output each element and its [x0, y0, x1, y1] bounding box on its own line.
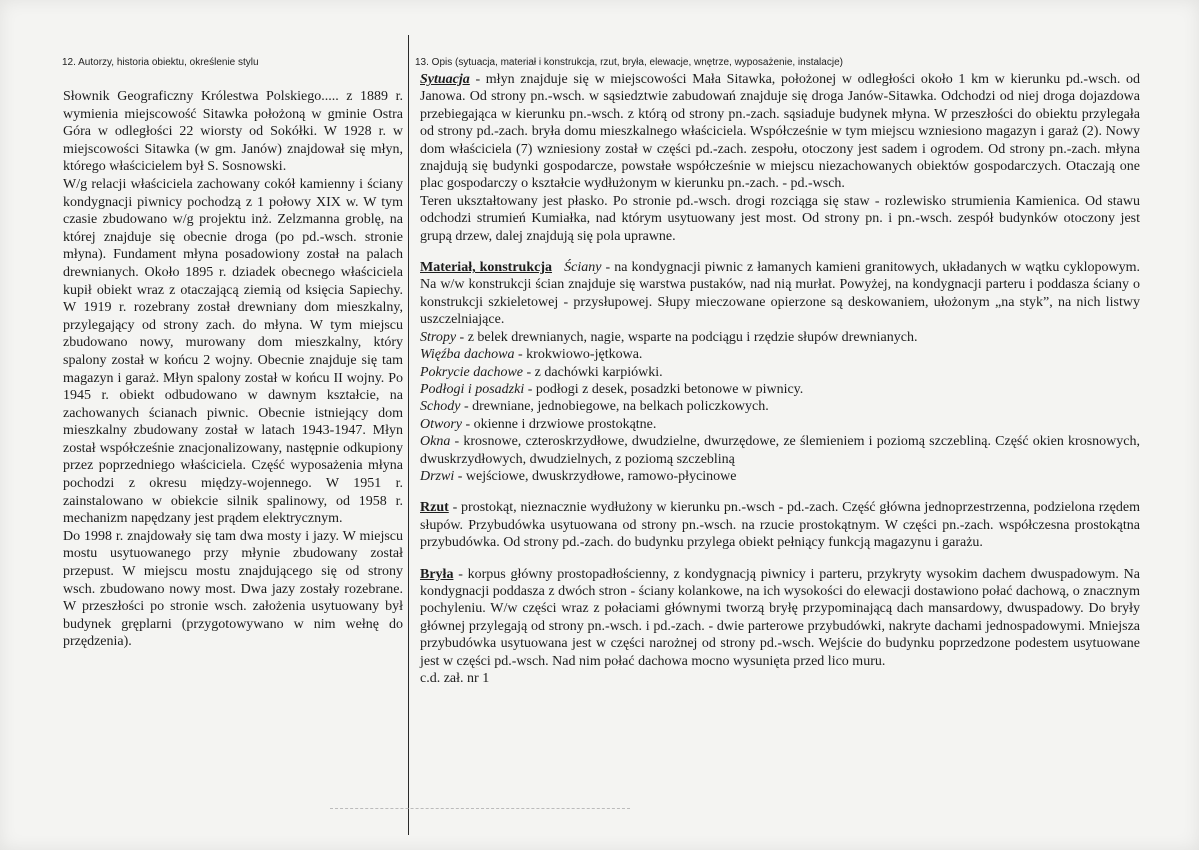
material-term: Drzwi — [420, 468, 455, 484]
sytuacja-text: - młyn znajduje się w miejscowości Mała Sitawka, położonej w odległości około 1 km w kierunku pd.-wsch. od Janowa. Od strony pn.-wsch. w sąsiedztwie zabudowań znajduje się droga Janów-Sitawka. Odchodzi od niej droga dojazdowa przebiegająca w kierunku pn.-wsch. z którą od strony pn.-zach. sąsiaduje budynek młyna. W przeszłości do obiektu przylegała od strony pd.-zach. bryła domu mieszkalnego właściciela. Współcześnie w tym miejscu wzniesiono magazyn i garaż (2). Nowy dom właściciela (7) wzniesiony został w części pd.-zach. zespołu, otoczony jest sadem i ogrodem. Od strony pn.-zach. młyna znajdują się budynki gospodarcze, powstałe współcześnie w miejscu niezachowanych obiektów gospodarczych. Otaczają one plac gospodarczy o kształcie wydłużonym w kierunku pn.-zach. - pd.-wsch. — [420, 72, 1140, 192]
sytuacja-extra: Teren ukształtowany jest płasko. Po stronie pd.-wsch. drogi rozciąga się staw - rozlewisko strumienia Kamienica. Od stawu odchodzi strumień Kumiałka, nad którym usytuowany jest most. Od strony pn. i pn.-wsch. zespół budynków otoczony jest grupą drzew, dalej znajdują się pola uprawne. — [420, 193, 1140, 244]
term-sciany: Ściany — [564, 260, 602, 276]
rzut-text: - prostokąt, nieznacznie wydłużony w kierunku pn.-wsch - pd.-zach. Część główna jednoprzestrzenna, podzielona rzędem słupów. Przybudówka usytuowana od strony pn.-wsch. na rzucie prostokątnym. W części pn.-zach. współczesna prostokątna przybudówka. Od strony pd.-zach. do budynku przylega obiekt pełniący funkcją magazynu i garażu. — [420, 500, 1140, 551]
material-text: - drewniane, jednobiegowe, na belkach policzkowych. — [460, 399, 769, 415]
material-text: - wejściowe, dwuskrzydłowe, ramowo-płycinowe — [454, 468, 737, 484]
material-text: - podłogi z desek, posadzki betonowe w piwnicy. — [524, 381, 804, 397]
material-term: Pokrycie dachowe — [420, 364, 524, 380]
section-title-sytuacja: Sytuacja — [420, 72, 470, 87]
material-item — [420, 398, 1140, 415]
material-item — [420, 416, 1140, 433]
material-term: Więźba dachowa — [420, 347, 515, 363]
description-column — [420, 71, 1140, 687]
scan-artifact-line — [330, 808, 630, 810]
material-term: Podłogi i posadzki — [420, 381, 525, 397]
section-material — [420, 259, 1140, 485]
material-term: Okna — [420, 434, 451, 450]
material-item — [420, 433, 1140, 468]
history-paragraph: Słownik Geograficzny Królestwa Polskiego..... z 1889 r. wymienia miejscowość Sitawka położoną w gminie Ostra Góra w odległości 22 wiorsty od Sokółki. W 1928 r. w miejscowości Sitawka (w gm. Janów) znajdował się młyn, którego właścicielem był S. Sosnowski. — [63, 89, 403, 175]
material-text: - krosnowe, czteroskrzydłowe, dwudzielne, dwurzędowe, ze ślemieniem i poziomą szczebliną. Część okien krosnowych, dwuskrzydłowych, dwudzielnych, z poziomą szczebliną — [420, 434, 1140, 467]
material-item — [420, 381, 1140, 398]
material-text: - krokwiowo-jętkowa. — [514, 347, 643, 363]
bryla-text: - korpus główny prostopadłościenny, z kondygnacją piwnicy i parteru, przykryty wysokim dachem dwuspadowym. Na kondygnacji poddasza z dwóch stron - ściany kolankowe, na ich wysokości do elewacji dostawiono połać dachową, o znacznym pochyleniu. W/w części wraz z połaciami głównymi tworzą bryłę przypominającą dach mansardowy, dwuspadowy. Do bryły głównej przylegają od strony pn.-wsch. i pd.-zach. - dwie parterowe przybudówki, nakryte dachami jednospadowymi. Mniejsza przybudówka usytuowana jest w części narożnej od strony pd.-wsch. Wejście do budynku poprzedzone podestem usytuowane jest w części pd.-wsch. Nad nim połać dachowa mocno wysunięta przed lico muru. — [420, 566, 1140, 669]
section-title-rzut: Rzut — [420, 500, 449, 516]
section-title-bryla: Bryła — [420, 566, 454, 582]
section-rzut — [420, 499, 1140, 551]
column-divider — [408, 35, 409, 835]
history-paragraph: W/g relacji właściciela zachowany cokół kamienny i ściany kondygnacji piwnicy pochodzą z 1 połowy XIX w. W tym czasie zbudowano w/g projektu inż. Zelzmanna groblę, na której znajduje się obecnie droga (po pd.-wsch. stronie młyna). Fundament młyna posadowiony został na palach drewnianych. Około 1895 r. dziadek obecnego właściciela kupił obiekt wraz z otaczającą ziemią od księcia Sapiechy. W 1919 r. rozebrany został drewniany dom mieszkalny, przylegający od strony zach. do młyna. W tym miejscu zbudowano nowy, murowany dom mieszkalny, który spalony został w końcu 2 wojny. Obecnie znajduje się tam magazyn i garaż. Młyn spalony został w końcu II wojny. Po 1945 r. obiekt odbudowano w dawnym kształcie, na zachowanych ścianach piwnic. Obecnie istniejący dom mieszkalny zbudowany został w latach 1943-1947. Młyn został współcześnie znacjonalizowany, następnie odkupiony przez poprzedniego właściciela. Część wyposażenia młyna pochodzi z okresu między-wojennego. W 1951 r. zainstalowano w obiekcie silnik spalinowy, od 1958 r. mechanizm napędzany jest prądem elektrycznym. — [63, 176, 403, 527]
material-text: - okienne i drzwiowe prostokątne. — [462, 416, 657, 432]
material-item — [420, 329, 1140, 346]
history-paragraph: Do 1998 r. znajdowały się tam dwa mosty i jazy. W miejscu mostu usytuowanego przy młynie zbudowany został przepust. W miejscu mostu znajdującego się od strony wsch. zbudowano nowy most. Dwa jazy zostały rozebrane. W przeszłości po stronie wsch. założenia usytuowany był budynek gręplarni (przygotowywano w nim wełnę do przędzenia). — [63, 528, 403, 650]
material-item — [420, 468, 1140, 485]
material-text: - z belek drewnianych, nagie, wsparte na podciągu i rzędzie słupów drewnianych. — [456, 329, 918, 345]
history-column — [63, 88, 403, 651]
material-term: Schody — [420, 399, 461, 415]
material-term: Stropy — [420, 329, 457, 345]
section-title-material: Materiał, konstrukcja — [420, 260, 552, 276]
sciany-text: - na kondygnacji piwnic z łamanych kamieni granitowych, układanych w wątku cyklopowym. Na w/w konstrukcji ścian znajduje się warstwa pustaków, nad nią murłat. Powyżej, na kondygnacji parteru i poddasza ściany o konstrukcji szkieletowej - przysłupowej. Słupy mieczowane opierzone są deskowaniem, ułożonym „na styk”, na nich listwy uszczelniające. — [420, 260, 1140, 328]
section-bryla — [420, 566, 1140, 688]
material-item — [420, 364, 1140, 381]
header-right: 13. Opis (sytuacja, materiał i konstrukcja, rzut, bryła, elewacje, wnętrze, wyposażenie, instalacje) — [415, 57, 843, 68]
material-text: - z dachówki karpiówki. — [523, 364, 663, 380]
continuation-note: c.d. zał. nr 1 — [420, 671, 490, 686]
material-term: Otwory — [420, 416, 462, 432]
section-sytuacja — [420, 71, 1140, 245]
header-left: 12. Autorzy, historia obiektu, określenie stylu — [62, 57, 259, 68]
material-item — [420, 346, 1140, 363]
